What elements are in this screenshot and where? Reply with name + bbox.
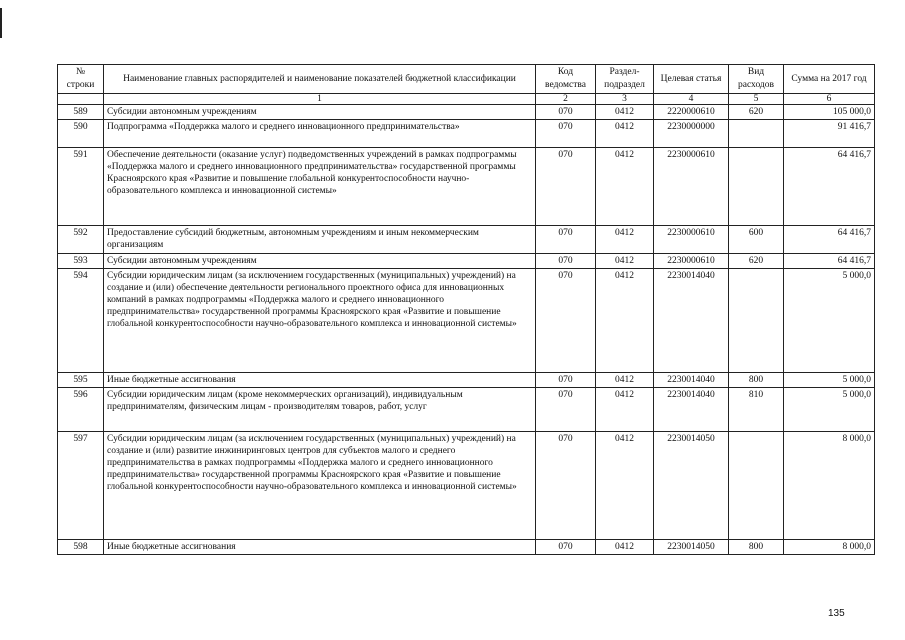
row-expense-type bbox=[729, 432, 784, 540]
row-name: Субсидии юридическим лицам (за исключением государственных (муниципальных) учреждений) на создание и (или) развитие инжиниринговых центров для субъектов малого и среднего предпринимательства в рамках подпрограммы «Поддержка малого и среднего инновационного предпринимательства» государственной программы Красноярского края «Развитие и повышение глобальной конкурентоспособности научно-образовательного комплекса и инновационной системы» bbox=[104, 432, 536, 540]
row-section: 0412 bbox=[596, 388, 654, 432]
row-department-code: 070 bbox=[536, 540, 596, 555]
row-number: 597 bbox=[58, 432, 104, 540]
table-row bbox=[58, 226, 875, 254]
row-amount: 64 416,7 bbox=[784, 254, 875, 269]
row-name: Субсидии юридическим лицам (за исключением государственных (муниципальных) учреждений) на создание и (или) обеспечение деятельности регионального проектного офиса для инновационных компаний в рамках подпрограммы «Поддержка малого и среднего инновационного предпринимательства» государственной программы Красноярского края «Развитие и повышение глобальной конкурентоспособности научно-образовательного комплекса и инновационной системы» bbox=[104, 269, 536, 373]
row-amount: 8 000,0 bbox=[784, 432, 875, 540]
row-name: Субсидии юридическим лицам (кроме некоммерческих организаций), индивидуальным предпринимателям, физическим лицам - производителям товаров, работ, услуг bbox=[104, 388, 536, 432]
row-number: 589 bbox=[58, 105, 104, 120]
row-target-article: 2230000610 bbox=[654, 254, 729, 269]
row-amount: 105 000,0 bbox=[784, 105, 875, 120]
table-row bbox=[58, 373, 875, 388]
column-index-empty bbox=[58, 94, 104, 105]
row-number: 592 bbox=[58, 226, 104, 254]
row-name: Предоставление субсидий бюджетным, автономным учреждениям и иным некоммерческим организациям bbox=[104, 226, 536, 254]
row-expense-type: 800 bbox=[729, 373, 784, 388]
row-target-article: 2230014040 bbox=[654, 269, 729, 373]
row-section: 0412 bbox=[596, 540, 654, 555]
row-expense-type bbox=[729, 148, 784, 226]
row-department-code: 070 bbox=[536, 432, 596, 540]
table-header-row bbox=[58, 65, 875, 94]
row-expense-type: 600 bbox=[729, 226, 784, 254]
row-amount: 5 000,0 bbox=[784, 269, 875, 373]
row-amount: 64 416,7 bbox=[784, 226, 875, 254]
row-section: 0412 bbox=[596, 269, 654, 373]
row-name: Иные бюджетные ассигнования bbox=[104, 540, 536, 555]
column-index: 4 bbox=[654, 94, 729, 105]
row-expense-type: 810 bbox=[729, 388, 784, 432]
row-name: Подпрограмма «Поддержка малого и среднего инновационного предпринимательства» bbox=[104, 120, 536, 148]
row-amount: 8 000,0 bbox=[784, 540, 875, 555]
header-target-article: Целевая статья bbox=[654, 65, 729, 94]
row-department-code: 070 bbox=[536, 105, 596, 120]
table-row bbox=[58, 105, 875, 120]
table-row bbox=[58, 254, 875, 269]
row-amount: 64 416,7 bbox=[784, 148, 875, 226]
row-name: Субсидии автономным учреждениям bbox=[104, 254, 536, 269]
column-index: 3 bbox=[596, 94, 654, 105]
table-row bbox=[58, 148, 875, 226]
column-index-row bbox=[58, 94, 875, 105]
row-department-code: 070 bbox=[536, 269, 596, 373]
row-name: Субсидии автономным учреждениям bbox=[104, 105, 536, 120]
row-number: 596 bbox=[58, 388, 104, 432]
header-section: Раздел-подраздел bbox=[596, 65, 654, 94]
table-row bbox=[58, 269, 875, 373]
row-number: 595 bbox=[58, 373, 104, 388]
row-expense-type: 800 bbox=[729, 540, 784, 555]
table-row bbox=[58, 388, 875, 432]
row-target-article: 2230000610 bbox=[654, 148, 729, 226]
header-amount: Сумма на 2017 год bbox=[784, 65, 875, 94]
table-row bbox=[58, 120, 875, 148]
row-department-code: 070 bbox=[536, 148, 596, 226]
row-number: 590 bbox=[58, 120, 104, 148]
column-index: 6 bbox=[784, 94, 875, 105]
row-section: 0412 bbox=[596, 148, 654, 226]
row-name: Обеспечение деятельности (оказание услуг) подведомственных учреждений в рамках подпрограммы «Поддержка малого и среднего инновационного предпринимательства» государственной программы Красноярского края «Развитие и повышение глобальной конкурентоспособности научно-образовательного комплекса и инновационной системы» bbox=[104, 148, 536, 226]
row-target-article: 2220000610 bbox=[654, 105, 729, 120]
row-section: 0412 bbox=[596, 432, 654, 540]
header-department-code: Код ведомства bbox=[536, 65, 596, 94]
row-target-article: 2230014050 bbox=[654, 540, 729, 555]
row-number: 591 bbox=[58, 148, 104, 226]
table-row bbox=[58, 432, 875, 540]
row-section: 0412 bbox=[596, 105, 654, 120]
row-department-code: 070 bbox=[536, 120, 596, 148]
row-section: 0412 bbox=[596, 254, 654, 269]
table-row bbox=[58, 540, 875, 555]
column-index: 1 bbox=[104, 94, 536, 105]
row-department-code: 070 bbox=[536, 254, 596, 269]
row-department-code: 070 bbox=[536, 388, 596, 432]
column-index: 5 bbox=[729, 94, 784, 105]
row-number: 594 bbox=[58, 269, 104, 373]
row-name: Иные бюджетные ассигнования bbox=[104, 373, 536, 388]
row-target-article: 2230014040 bbox=[654, 388, 729, 432]
row-amount: 5 000,0 bbox=[784, 373, 875, 388]
row-target-article: 2230014050 bbox=[654, 432, 729, 540]
header-expense-type: Вид расходов bbox=[729, 65, 784, 94]
column-index: 2 bbox=[536, 94, 596, 105]
row-expense-type: 620 bbox=[729, 254, 784, 269]
row-target-article: 2230000000 bbox=[654, 120, 729, 148]
row-expense-type bbox=[729, 120, 784, 148]
page-number: 135 bbox=[828, 608, 845, 619]
row-department-code: 070 bbox=[536, 226, 596, 254]
row-section: 0412 bbox=[596, 373, 654, 388]
row-target-article: 2230014040 bbox=[654, 373, 729, 388]
row-target-article: 2230000610 bbox=[654, 226, 729, 254]
header-row-number: № строки bbox=[58, 65, 104, 94]
row-number: 593 bbox=[58, 254, 104, 269]
row-number: 598 bbox=[58, 540, 104, 555]
row-amount: 91 416,7 bbox=[784, 120, 875, 148]
budget-table bbox=[57, 64, 875, 555]
row-department-code: 070 bbox=[536, 373, 596, 388]
row-expense-type bbox=[729, 269, 784, 373]
row-section: 0412 bbox=[596, 120, 654, 148]
binding-edge-mark bbox=[0, 8, 2, 38]
header-name: Наименование главных распорядителей и наименование показателей бюджетной классификации bbox=[104, 65, 536, 94]
row-amount: 5 000,0 bbox=[784, 388, 875, 432]
row-expense-type: 620 bbox=[729, 105, 784, 120]
row-section: 0412 bbox=[596, 226, 654, 254]
